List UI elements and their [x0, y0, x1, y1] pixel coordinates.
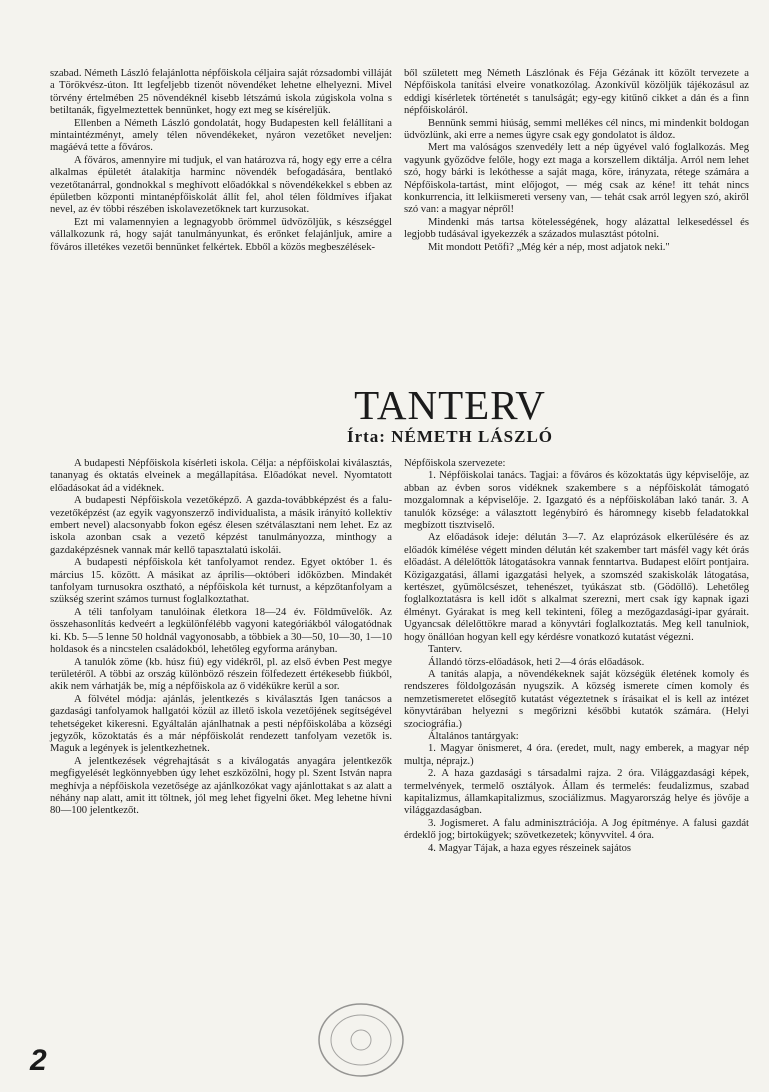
paragraph: Mindenki más tartsa kötelességének, hogy alázattal lelkesedéssel és legjobb tudásával igyekezzék a százados mulasztást pótolni.	[404, 216, 749, 241]
intro-column-left	[50, 68, 392, 254]
paragraph: Mert ma valóságos szenvedély lett a nép ügyével való foglalkozás. Meg vagyunk győződve felőle, hogy ezt maga a korszellem diktálja. Arról nem lehet szó, hogy bárki is lekóthesse a saját maga, köre, irányzata, rétege számára a Népfőiskola-tartást, mint előjogot, — még csak az kéne! itt tehát nincs konkurrencia, itt lelkiismereti verseny van, — tehát csak arról legyen szó, akiről szó van: a magyar népről!	[404, 142, 749, 216]
paragraph: ből született meg Németh Lászlónak és Féja Gézának itt közölt tervezete a Népfőiskola tanítási elveire vonatkozólag. Azonkívül közöljük tájékozásul az eddigi kísérletek történetét s tanulságát; egy-egy kitűnő cikket a dán és a finn népfőiskoláról.	[404, 68, 749, 117]
paragraph: Állandó törzs-előadások, heti 2—4 órás előadások.	[428, 656, 645, 668]
paragraph: Általános tantárgyak:	[428, 730, 519, 742]
article-column-left	[50, 458, 392, 818]
paragraph: Bennünk semmi hiúság, semmi mellékes cél nincs, mi mindenkit boldogan üdvözlünk, aki erre a nemes ügyre csak egy gondolatot is áldoz.	[404, 117, 749, 142]
intro-column-right	[404, 68, 749, 254]
paragraph: 3. Jogismeret. A falu adminisztrációja. A Jog építménye. A falusi gazdát érdeklő jog; birtokügyek; szövetkezetek; könyvvitel. 4 óra.	[404, 817, 749, 842]
paragraph: Népfőiskola szervezete:	[404, 458, 506, 469]
paragraph: Ezt mi valamennyien a legnagyobb örömmel üdvözöljük, s készséggel vállalkozunk rá, hogy saját tanulmányunkat, és erőnket felajánljuk, amire a főváros illetékes vezetői bennünket felkértek. Ebből a közös megbeszélések-	[50, 216, 392, 253]
page-number: 2	[30, 1044, 47, 1077]
paragraph: A téli tanfolyam tanulóinak életkora 18—24 év. Földművelők. Az összehasonlítás kedveért a legkülönfélébb vagyoni kategóriákból válogatódnak ki. Kb. 5—5 lenne 50 holdnál vagyonosabb, a többiek a 30—50, 10—30, 1—10 holdasok és a nincstelen családokból, lehetőleg egyforma arányban.	[50, 606, 392, 656]
paragraph: A tanulók zöme (kb. húsz fiú) egy vidékről, pl. az első évben Pest megye területéről. A többi az ország különböző részein fölfedezett értékesebb fiúkból, akik nem várhatják be, míg a népfőiskola az ő vidékükre kerül a sor.	[50, 656, 392, 693]
paragraph: 1. Népfőiskolai tanács. Tagjai: a főváros és közoktatás ügy képviselője, az abban az évben soros vidéknek szakembere s a népfőiskolát támogató mozgalomnak a képviselője. 2. Igazgató és a népfőiskolában lakó tanár. 3. A tanulók községe: a választott legénybíró és háromnegy kisebb feladatokkal megbízott tisztviselő.	[404, 470, 749, 532]
article-column-right	[404, 458, 749, 855]
paragraph: Tanterv.	[428, 644, 463, 656]
article-header	[290, 383, 610, 447]
paragraph: A főváros, amennyire mi tudjuk, el van határozva rá, hogy egy erre a célra alkalmas épületét átalakítja harminc növendék befogadására, bentlakó vezetőtanárral, gondnokkal s meghívott előadókkal s növendékekkel s ebben az épületben központi mintanépfőiskolát állít fel, ahol télen földmíves ifjakat nevel, az év többi részében iskolavezetőknek tart kurzusokat.	[50, 154, 392, 216]
library-stamp	[315, 1000, 407, 1080]
paragraph: A budapesti Népfőiskola kísérleti iskola. Célja: a népfőiskolai kiválasztás, tananyag és oktatás elveinek a megállapítása. Előadókat nevel. Nyomtatott előadásokat ád a vidéknek.	[50, 458, 392, 494]
paragraph: 4. Magyar Tájak, a haza egyes részeinek sajátos	[428, 842, 632, 854]
article-byline: Írta: NÉMETH LÁSZLÓ	[346, 427, 554, 446]
paragraph: A budapesti népfőiskola két tanfolyamot rendez. Egyet október 1. és március 15. között. A másikat az április—októberi időközben. Mindakét tanfolyam turnusokra osztható, a népfőiskola két turnust, a képzőtanfolyam a szükség szerint számos turnust foglalkoztathat.	[50, 557, 392, 606]
paragraph: Az előadások ideje: délután 3—7. Az elaprózások elkerülésére és az előadók kímélése végett minden délután két szakember tart másfél vagy két órás előadást. A délelőttök látogatásokra vannak fenntartva. Budapest előírt pontjaira. Közigazgatási, állami igazgatási helyek, a szomszéd szakiskolák látogatása, kertészet, gyümölcsészet, tehenészet, tyúkászat stb. (Gödöllő). Lehetőleg foglalkoztatásra is kell időt s alkalmat szerezni, mert csak így kapnak igazi élményt. Gyárakat is meg kell tekinteni, főleg a mezőgazdasági-ipar gyárait. Ugyancsak délelőttökre marad a könyvtári foglalkoztatás. Meg kell tanulniok, hogy önállóan hogyan kell egy kérdésre vonatkozó kutatást végezni.	[404, 532, 749, 643]
article-title: TANTERV	[354, 382, 546, 428]
paragraph: szabad. Németh László felajánlotta népfőiskola céljaira saját rózsadombi villáját a Törökvész-úton. Itt legfeljebb tizenöt növendéket lehetne elhelyezni. Mivel törvény értelmében 25 növendéknél kisebb létszámú iskola zúgiskola volna s betiltanák, figyelmeztettek bennünket, hogy ezt meg se kíséreljük.	[50, 68, 392, 117]
paragraph: Ellenben a Németh László gondolatát, hogy Budapesten kell felállítani a mintaintézményt, amely télen növendékeket, nyáron vezetőket neveljen: magáévá tette a főváros.	[50, 117, 392, 154]
paragraph: 1. Magyar önismeret, 4 óra. (eredet, mult, nagy emberek, a magyar nép multja, néprajz.)	[404, 743, 749, 767]
paragraph: A fölvétel módja: ajánlás, jelentkezés s kiválasztás Igen tanácsos a gazdasági tanfolyamok hallgatói közül az illető iskola vezetőjének segítségével tehetségeket kikeresni. Egyáltalán ajánlhatnak a pesti népfőiskolába a községi jegyzők, közoktatás és a már népfőiskolát rendezett tanfolyam vezetők is. Maguk a legények is jelentkezhetnek.	[50, 693, 392, 755]
paragraph: Mit mondott Petőfi? „Még kér a nép, most adjatok neki."	[428, 241, 670, 253]
paragraph: A budapesti Népfőiskola vezetőképző. A gazda-továbbképzést és a falu-vezetőképzést (az egyik vagyonszerző individualista, a másik irányító kollektív embert nevel) alacsonyabb fokon egész élesen szétválasztani nem lehet. Ez az iskola azonban csak a vezető képzést tanulmányozza, minthogy a gazdaképzésnek vannak már kellő tapasztalatú iskolái.	[50, 495, 392, 556]
paragraph: A jelentkezések végrehajtását s a kiválogatás anyagára jelentkezők megfigyelését legkönnyebben úgy lehet eszközölni, hogy pl. Szent István napra meghívja a népfőiskola vezetősége az ajánlkozókat vagy ajánlottakat s az alatt a néhány nap alatt, amit itt töltnek, jól meg lehet figyelni őket. Meg lehetne hívni 80—100 jelentkezőt.	[50, 755, 392, 817]
paragraph: A tanítás alapja, a növendékeknek saját községük életének komoly és rendszeres földolgozásán nyugszik. A község ismerete címen komoly és nemzetismeretet elősegítő kutatást végeztetnek s írásaikat el is kell az intézet könyvtárában helyezni s megőrizni későbbi kutatók számára. (Helyi szociográfia.)	[404, 668, 749, 730]
paragraph: 2. A haza gazdasági s társadalmi rajza. 2 óra. Világgazdasági képek, termelvények, termelő osztályok. Állam és termelés: feudalizmus, szabad kapitalizmus, államkapitalizmus, szociálizmus. Magyarország helye és jövője a világgazdaságban.	[404, 768, 749, 817]
